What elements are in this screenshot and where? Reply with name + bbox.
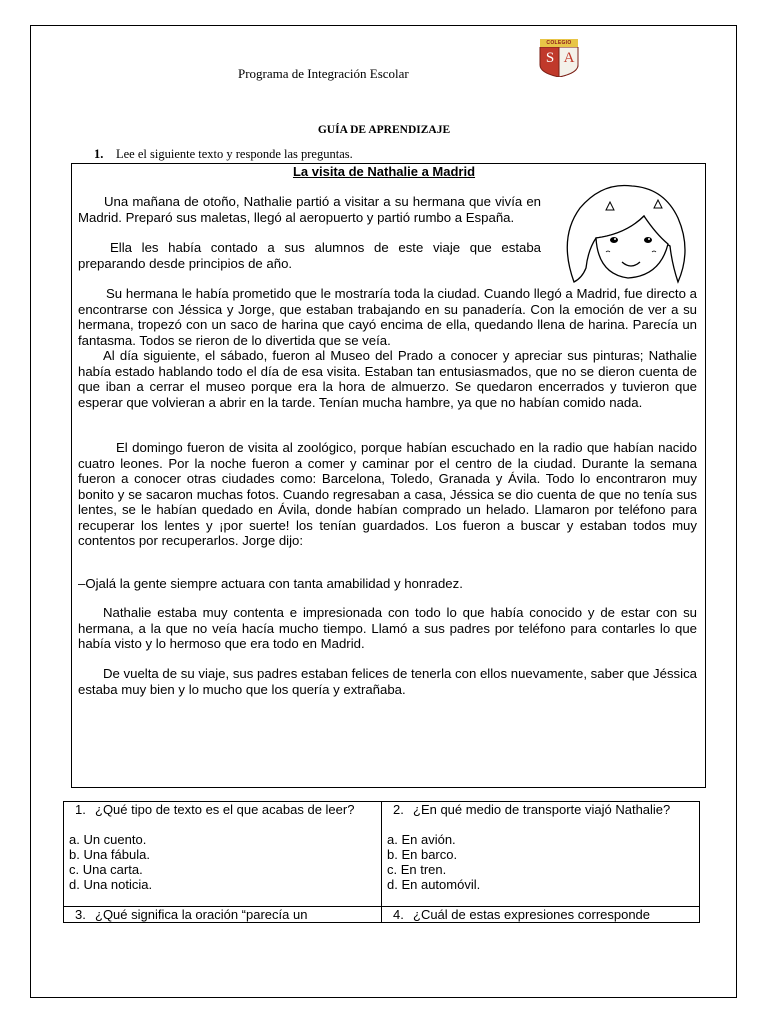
girl-illustration bbox=[552, 178, 700, 290]
story-paragraph-7: Nathalie estaba muy contenta e impresionada con todo lo que había conocido y de estar con su hermana, a la que no veía hacía mucho tiempo. Llamó a sus padres por teléfono para contarles lo que había visto y lo hermoso que era todo en Madrid. bbox=[78, 605, 697, 651]
question-4 bbox=[387, 907, 694, 922]
option-a[interactable]: a. Un cuento. bbox=[69, 832, 147, 847]
option-b[interactable]: b. Una fábula. bbox=[69, 847, 150, 862]
instruction-number: 1. bbox=[94, 147, 104, 161]
school-logo bbox=[539, 39, 579, 79]
option-c[interactable]: c. En tren. bbox=[387, 862, 447, 877]
option-b[interactable]: b. En barco. bbox=[387, 847, 458, 862]
story-paragraph-1: Una mañana de otoño, Nathalie partió a visitar a su hermana que vivía en Madrid. Preparó sus maletas, llegó al aeropuerto y partió rumbo a España. bbox=[78, 194, 541, 225]
story-paragraph-6: –Ojalá la gente siempre actuara con tanta amabilidad y honradez. bbox=[78, 576, 463, 591]
story-paragraph-5: El domingo fueron de visita al zoológico, porque habían escuchado en la radio que habían nacido cuatro leones. Por la noche fueron a comer y caminar por el centro de la ciudad. Durante la semana fueron a conocer otras ciudades como: Barcelona, Toledo, Granada y Ávila. Todo lo encontraron muy bonito y se sacaron muchas fotos. Cuando regresaban a casa, Jéssica se dio cuenta de que no tenía sus lentes, se le habían quedado en Ávila, donde habían comprado un helado. Llamaron por teléfono para recuperar los lentes y ¡por suerte! los tenían guardados. Los fueron a buscar y estaban todos muy contentos por recuperarlos. Jorge dijo: bbox=[78, 440, 697, 548]
question-cell-3 bbox=[64, 907, 382, 923]
story-paragraph-3: Su hermana le había prometido que le mostraría toda la ciudad. Cuando llegó a Madrid, fue directo a encontrarse con Jéssica y Jorge, que estaban trabajando en su panadería. Con la emoción de ver a su hermana, tropezó con un saco de harina que cayó encima de ella, quedando llena de harina. Parecía un fantasma. Todos se rieron de lo divertida que se veía. bbox=[78, 286, 697, 348]
question-text: ¿Qué significa la oración “parecía un bbox=[95, 907, 308, 922]
story-paragraph-4: Al día siguiente, el sábado, fueron al Museo del Prado a conocer y apreciar sus pinturas; Nathalie había estado hablando todo el día de esa visita. Estaban tan entusiasmados, que no se dieron cuenta de que iban a cerrar el museo porque era la hora de almuerzo. Se quedaron encerrados y tuvieron que esperar que volvieran a abrir en la tarde. Tenían mucha hambre, ya que no habían comido nada. bbox=[78, 348, 697, 410]
question-1 bbox=[69, 802, 376, 817]
question-text: ¿Qué tipo de texto es el que acabas de leer? bbox=[95, 802, 355, 817]
option-d[interactable]: d. Una noticia. bbox=[69, 877, 153, 892]
question-2 bbox=[387, 802, 694, 817]
table-row bbox=[64, 802, 700, 907]
instruction-text: Lee el siguiente texto y responde las preguntas. bbox=[116, 147, 353, 161]
option-a[interactable]: a. En avión. bbox=[387, 832, 456, 847]
question-number: 4. bbox=[393, 907, 404, 922]
story-paragraph-8: De vuelta de su viaje, sus padres estaban felices de tenerla con ellos nuevamente, saber que Jéssica estaba muy bien y lo mucho que los quería y extrañaba. bbox=[78, 666, 697, 697]
question-text: ¿Cuál de estas expresiones corresponde bbox=[413, 907, 651, 922]
question-number: 3. bbox=[75, 907, 86, 922]
questions-table bbox=[63, 801, 700, 923]
logo-letter-a: A bbox=[563, 50, 575, 66]
question-cell-4 bbox=[382, 907, 700, 923]
question-text: ¿En qué medio de transporte viajó Nathalie? bbox=[413, 802, 671, 817]
guide-title: GUÍA DE APRENDIZAJE bbox=[317, 124, 451, 136]
question-cell-2 bbox=[382, 802, 700, 907]
question-3 bbox=[69, 907, 376, 922]
instruction bbox=[94, 147, 353, 162]
logo-banner: COLEGIO bbox=[540, 39, 578, 47]
options-list bbox=[69, 832, 376, 906]
options-list bbox=[387, 832, 694, 906]
question-number: 2. bbox=[393, 802, 404, 817]
story-title: La visita de Nathalie a Madrid bbox=[292, 164, 476, 179]
logo-letter-s: S bbox=[545, 50, 555, 66]
option-d[interactable]: d. En automóvil. bbox=[387, 877, 481, 892]
question-number: 1. bbox=[75, 802, 86, 817]
option-c[interactable]: c. Una carta. bbox=[69, 862, 143, 877]
story-paragraph-2: Ella les había contado a sus alumnos de este viaje que estaba preparando desde principios de año. bbox=[78, 240, 541, 271]
table-row bbox=[64, 907, 700, 923]
question-cell-1 bbox=[64, 802, 382, 907]
program-title: Programa de Integración Escolar bbox=[238, 66, 409, 81]
